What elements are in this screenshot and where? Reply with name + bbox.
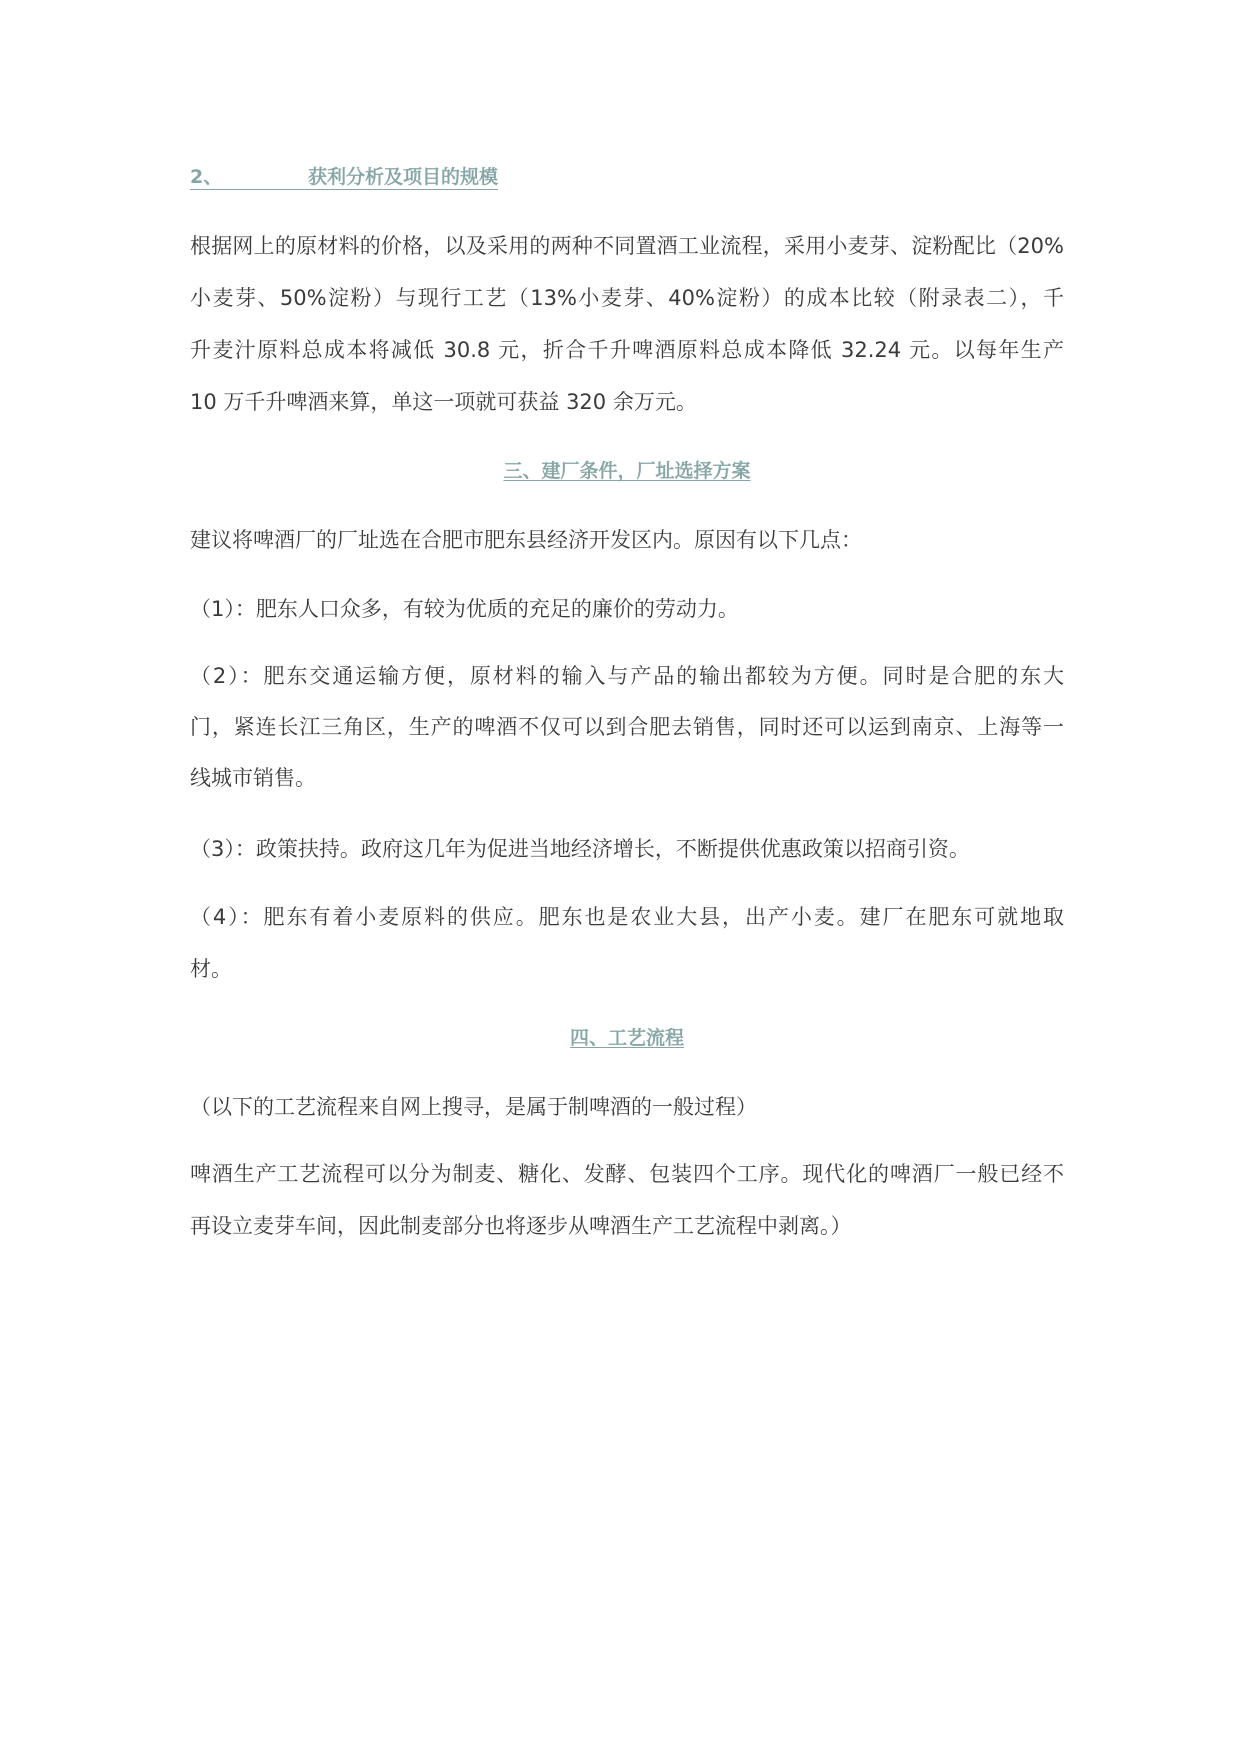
paragraph-line: 10 万千升啤酒来算，单这一项就可获益 320 余万元。 (190, 390, 697, 414)
paragraph-line: 啤酒生产工艺流程可以分为制麦、糖化、发酵、包装四个工序。现代化的啤酒厂一般已经不 (190, 1162, 1064, 1186)
paragraph-process-note (190, 1081, 1064, 1133)
paragraph-cost-analysis (190, 220, 1064, 428)
list-item-reason-2 (190, 651, 1064, 804)
paragraph-line: （1）：肥东人口众多，有较为优质的充足的廉价的劳动力。 (190, 597, 739, 621)
paragraph-process (190, 1148, 1064, 1252)
section-title: 获利分析及项目的规模 (308, 166, 499, 188)
paragraph-line: 建议将啤酒厂的厂址选在合肥市肥东县经济开发区内。原因有以下几点： (190, 528, 862, 552)
paragraph-line: 小麦芽、50%淀粉）与现行工艺（13%小麦芽、40%淀粉）的成本比较（附录表二），千 (190, 286, 1064, 310)
section-heading-profit-underline (190, 165, 498, 190)
section-heading-site (190, 457, 1064, 485)
paragraph-line: 根据网上的原材料的价格，以及采用的两种不同置酒工业流程，采用小麦芽、淀粉配比（20% (190, 234, 1064, 258)
list-item-reason-1 (190, 583, 1064, 635)
paragraph-site-intro (190, 514, 1064, 566)
section-heading-process (190, 1024, 1064, 1052)
section-number: 2、 (190, 166, 223, 188)
section-title: 三、建厂条件，厂址选择方案 (503, 460, 751, 482)
paragraph-line: 线城市销售。 (190, 766, 316, 790)
paragraph-line: 再设立麦芽车间，因此制麦部分也将逐步从啤酒生产工艺流程中剥离。） (190, 1214, 852, 1238)
paragraph-line: 门，紧连长江三角区，生产的啤酒不仅可以到合肥去销售，同时还可以运到南京、上海等一 (190, 715, 1064, 739)
paragraph-line: 升麦汁原料总成本将减低 30.8 元，折合千升啤酒原料总成本降低 32.24 元。以每年生产 (190, 338, 1064, 362)
list-item-reason-3 (190, 823, 1064, 875)
section-heading-profit (190, 163, 1064, 191)
paragraph-line: （4）：肥东有着小麦原料的供应。肥东也是农业大县，出产小麦。建厂在肥东可就地取 (190, 905, 1064, 929)
paragraph-line: （2）：肥东交通运输方便，原材料的输入与产品的输出都较为方便。同时是合肥的东大 (190, 664, 1064, 688)
section-title: 四、工艺流程 (569, 1027, 684, 1049)
paragraph-line: （以下的工艺流程来自网上搜寻，是属于制啤酒的一般过程） (190, 1095, 757, 1119)
paragraph-line: （3）：政策扶持。政府这几年为促进当地经济增长，不断提供优惠政策以招商引资。 (190, 837, 970, 861)
list-item-reason-4 (190, 891, 1064, 995)
paragraph-line: 材。 (190, 957, 232, 981)
